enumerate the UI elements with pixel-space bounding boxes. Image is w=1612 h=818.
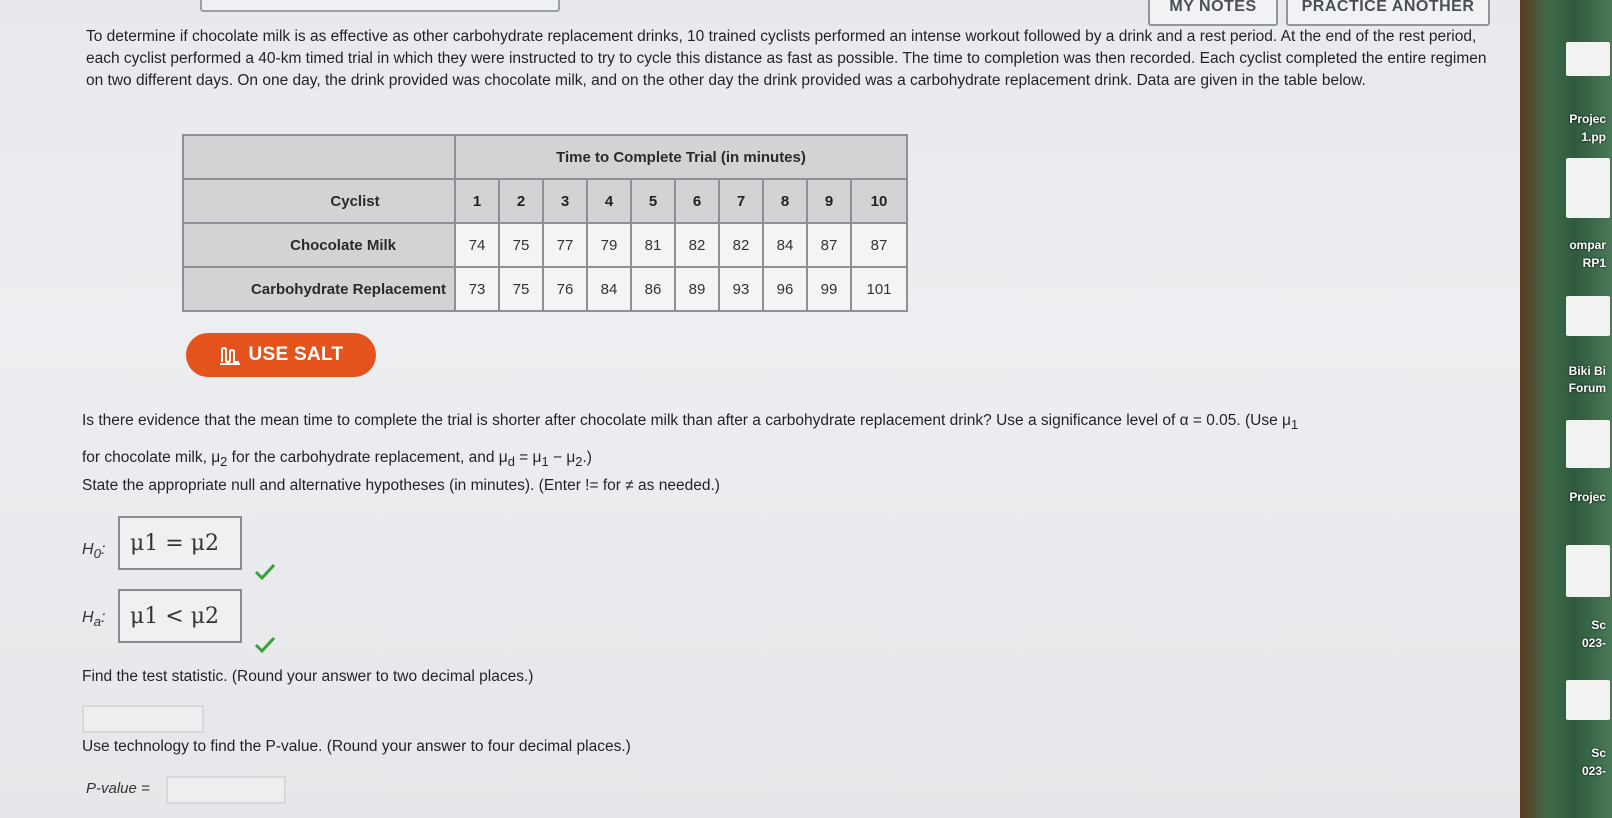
table-cell: 84: [763, 223, 807, 267]
cyclist-number: 8: [763, 179, 807, 223]
checkmark-icon: [254, 636, 276, 654]
table-cell: 74: [455, 223, 499, 267]
desktop-item-label[interactable]: 1.pp: [1581, 130, 1606, 144]
p-value-label: P-value =: [86, 780, 150, 797]
desktop-item-label[interactable]: Projec: [1569, 490, 1606, 504]
table-cell: 82: [675, 223, 719, 267]
desktop-item-label[interactable]: Biki Bi: [1568, 364, 1606, 378]
table-row: [183, 267, 907, 311]
cyclist-number: 5: [631, 179, 675, 223]
salt-logo-icon: [219, 345, 241, 365]
table-cell: 82: [719, 223, 763, 267]
use-technology-text: Use technology to find the P-value. (Round your answer to four decimal places.): [82, 738, 631, 755]
file-icon[interactable]: [1566, 296, 1610, 336]
desktop-item-label[interactable]: Projec: [1569, 112, 1606, 126]
cyclist-number: 1: [455, 179, 499, 223]
cyclist-number: 3: [543, 179, 587, 223]
file-icon[interactable]: [1566, 545, 1610, 597]
table-cell: 99: [807, 267, 851, 311]
desktop-sidebar: [1520, 0, 1612, 818]
subscript: 2: [220, 454, 228, 470]
desktop-item-label[interactable]: Forum: [1568, 381, 1606, 395]
table-cell: 84: [587, 267, 631, 311]
question-line-1: Is there evidence that the mean time to complete the trial is shorter after chocolate milk than after a carbohydrate replacement drink? Use a significance level of α = 0.05. (Use μ: [82, 412, 1291, 429]
table-cell: 96: [763, 267, 807, 311]
subscript: 2: [575, 454, 583, 470]
table-cell: 75: [499, 223, 543, 267]
practice-another-button[interactable]: PRACTICE ANOTHER: [1286, 0, 1490, 26]
desktop-item-label[interactable]: ompar: [1569, 238, 1606, 252]
file-icon[interactable]: [1566, 680, 1610, 720]
test-statistic-input[interactable]: [82, 705, 204, 733]
table-cell: 101: [851, 267, 907, 311]
cyclist-row-header: Cyclist: [183, 179, 455, 223]
checkmark-icon: [254, 563, 276, 581]
question-line-2d: − μ: [548, 449, 576, 467]
table-cell: 75: [499, 267, 543, 311]
row-label-carbohydrate-replacement: Carbohydrate Replacement: [183, 267, 455, 311]
file-icon[interactable]: [1566, 42, 1610, 76]
desktop-item-label[interactable]: 023-: [1581, 764, 1606, 778]
table-cell: 86: [631, 267, 675, 311]
question-line-2b: for the carbohydrate replacement, and μ: [227, 449, 508, 467]
cyclist-number: 7: [719, 179, 763, 223]
cyclist-number: 9: [807, 179, 851, 223]
table-cell: 93: [719, 267, 763, 311]
table-group-header: Time to Complete Trial (in minutes): [455, 135, 907, 179]
state-hypotheses-text: State the appropriate null and alternative hypotheses (in minutes). (Enter != for ≠ as needed.): [82, 477, 720, 494]
cyclist-number: 2: [499, 179, 543, 223]
subscript: d: [507, 454, 515, 470]
table-cell: 77: [543, 223, 587, 267]
use-salt-button[interactable]: [186, 333, 376, 377]
use-salt-label: USE SALT: [248, 344, 344, 365]
cyclist-number: 6: [675, 179, 719, 223]
h0-label: $H_0$:: [82, 541, 106, 562]
ha-answer-field[interactable]: μ1 < μ2: [118, 589, 242, 643]
table-cell: 87: [807, 223, 851, 267]
data-table: [182, 134, 908, 312]
problem-intro: To determine if chocolate milk is as effective as other carbohydrate replacement drinks, 10 trained cyclists performed an intense workout followed by a drink and a rest period. At the end of the rest period, each cyclist performed a 40-km timed trial in which they were instructed to try to cycle this distance as fast as possible. The time to completion was then recorded. Each cyclist completed the entire regimen on two different days. On one day, the drink provided was chocolate milk, and on the other day the drink provided was a carbohydrate replacement drink. Data are given in the table below.: [86, 28, 1487, 89]
my-notes-button[interactable]: MY NOTES: [1148, 0, 1278, 26]
desktop-item-label[interactable]: RP1: [1582, 256, 1606, 270]
subscript: 1: [1291, 417, 1299, 433]
table-cell: 73: [455, 267, 499, 311]
find-test-statistic-text: Find the test statistic. (Round your answer to two decimal places.): [82, 668, 534, 685]
h0-answer-field[interactable]: μ1 = μ2: [118, 516, 242, 570]
row-label-chocolate-milk: Chocolate Milk: [183, 223, 455, 267]
cyclist-number: 4: [587, 179, 631, 223]
question-line-2e: .): [582, 449, 592, 467]
table-cell: 79: [587, 223, 631, 267]
file-icon[interactable]: [1566, 420, 1610, 468]
table-row: [183, 223, 907, 267]
table-cell: 87: [851, 223, 907, 267]
question-text: [82, 404, 1492, 478]
question-line-2a: for chocolate milk, μ: [82, 449, 221, 467]
cyclist-number: 10: [851, 179, 907, 223]
p-value-input[interactable]: [166, 776, 286, 804]
ha-label: $H_a$:: [82, 609, 106, 630]
desktop-item-label[interactable]: Sc: [1591, 746, 1606, 760]
top-toolbar-box: [200, 0, 560, 12]
desktop-item-label[interactable]: 023-: [1581, 636, 1606, 650]
subscript: 1: [541, 454, 549, 470]
table-corner: [183, 135, 455, 179]
file-icon[interactable]: [1566, 158, 1610, 218]
table-cell: 76: [543, 267, 587, 311]
desktop-item-label[interactable]: Sc: [1591, 618, 1606, 632]
table-cell: 89: [675, 267, 719, 311]
table-cell: 81: [631, 223, 675, 267]
question-line-2c: = μ: [514, 449, 542, 467]
